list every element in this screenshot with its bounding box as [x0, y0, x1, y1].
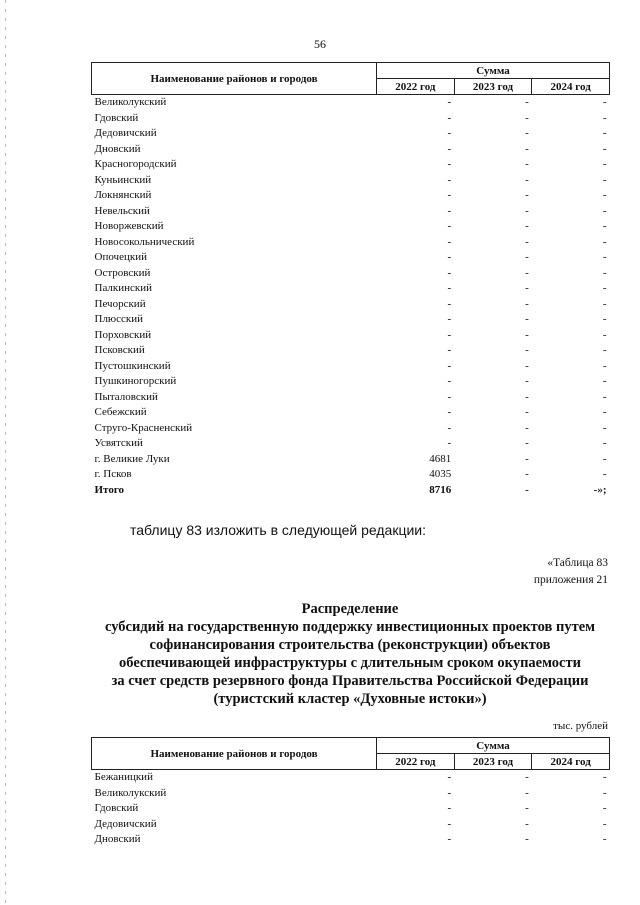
amount-cell: - [602, 375, 607, 387]
amount-cell: - [525, 802, 529, 814]
amount-cell: 4035 [429, 468, 452, 480]
district-name: Струго-Красненский [94, 421, 193, 434]
amount-cell: - [602, 313, 607, 325]
amount-cell: - [525, 344, 529, 356]
amount-cell: - [447, 220, 452, 232]
amount-cell: - [447, 204, 452, 217]
amount-cell: - [602, 468, 607, 480]
amount-cell: - [525, 127, 529, 139]
table-row [92, 173, 610, 189]
amount-cell: - [602, 189, 607, 201]
amount-cell: - [525, 220, 529, 232]
amount-cell: - [602, 142, 607, 155]
column-header-year: 2022 год [377, 79, 455, 95]
district-name: Дновский [94, 833, 141, 845]
amount-cell: - [602, 127, 607, 139]
table-reference-line: приложения 21 [533, 574, 608, 586]
table-row [92, 817, 610, 833]
table-row [92, 390, 610, 406]
total-row [92, 483, 610, 499]
amount-cell: - [525, 142, 529, 155]
column-header-year: 2024 год [532, 754, 610, 770]
amount-cell: - [525, 282, 529, 294]
amount-cell: - [525, 328, 529, 341]
district-name: г. Великие Луки [94, 452, 170, 465]
amount-cell: - [447, 817, 452, 830]
table-row [92, 801, 610, 817]
amount-cell: - [525, 297, 529, 310]
amount-cell: - [602, 771, 607, 783]
table-row [92, 297, 610, 313]
amount-cell: - [602, 158, 607, 170]
amount-cell: - [447, 173, 452, 186]
amount-cell: - [525, 833, 529, 845]
column-header-year: 2024 год [532, 79, 610, 95]
amount-cell: - [602, 437, 607, 449]
district-name: Красногородский [94, 158, 177, 170]
district-name: Пушкиногорский [94, 375, 177, 387]
amount-cell: 8716 [429, 483, 452, 496]
district-name: Новоржевский [94, 220, 164, 232]
amount-cell: - [602, 817, 607, 830]
column-header-sum: Сумма [377, 63, 610, 79]
table-row [92, 343, 610, 359]
amount-cell: - [525, 173, 529, 186]
amount-cell: - [602, 251, 607, 263]
amount-cell: - [447, 375, 452, 387]
amount-cell: - [447, 390, 452, 403]
amount-cell: - [447, 111, 452, 124]
table-row [92, 770, 610, 786]
district-name: Порховский [94, 328, 152, 341]
amount-cell: - [525, 266, 529, 279]
table-row [92, 421, 610, 437]
table-reference [534, 555, 608, 589]
title-line: Распределение [301, 601, 399, 617]
table-row [92, 142, 610, 158]
district-name: Островский [94, 266, 151, 279]
table-row [92, 374, 610, 390]
amount-cell: - [447, 406, 452, 418]
amount-cell: - [447, 833, 452, 845]
table-row [92, 328, 610, 344]
amount-cell: - [525, 421, 529, 434]
amount-cell: - [602, 421, 607, 434]
allocation-table-2 [91, 737, 610, 848]
amount-cell: - [447, 359, 452, 372]
district-name: Пустошкинский [94, 359, 171, 372]
table-row [92, 312, 610, 328]
amount-cell: - [602, 390, 607, 403]
table-row [92, 250, 610, 266]
table-row [92, 786, 610, 802]
table-row [92, 219, 610, 235]
table-row [92, 359, 610, 375]
title-line: за счет средств резервного фонда Правительства Российской Федерации [111, 673, 589, 689]
district-name: Локнянский [94, 189, 152, 201]
amount-cell: - [447, 313, 452, 325]
district-name: Усвятский [94, 437, 143, 449]
amount-cell: - [602, 452, 607, 465]
district-name: Дедовичский [94, 127, 157, 139]
amount-cell: - [525, 111, 529, 124]
district-name: Опочецкий [94, 251, 147, 263]
table-row [92, 188, 610, 204]
table-row [92, 235, 610, 251]
district-name: Палкинский [94, 282, 153, 294]
amount-cell: - [525, 158, 529, 170]
district-name: Невельский [94, 204, 150, 217]
district-name: Печорский [94, 297, 146, 310]
amount-cell: - [525, 204, 529, 217]
amount-cell: - [525, 359, 529, 372]
amount-cell: - [602, 204, 607, 217]
instruction-text: таблицу 83 изложить в следующей редакции: [130, 522, 427, 538]
table-row [92, 157, 610, 173]
table-row [92, 266, 610, 282]
title-line: обеспечивающей инфраструктуры с длительным сроком окупаемости [119, 655, 581, 671]
district-name: Великолукский [94, 786, 167, 799]
amount-cell: - [602, 282, 607, 294]
amount-cell: - [447, 189, 452, 201]
column-header-name: Наименование районов и городов [92, 738, 377, 770]
column-header-name: Наименование районов и городов [92, 63, 377, 95]
table-reference-line: «Таблица 83 [547, 557, 608, 569]
amount-cell: - [447, 282, 452, 294]
column-header-sum: Сумма [377, 738, 610, 754]
amount-cell: - [525, 786, 529, 799]
amount-cell: - [602, 802, 607, 814]
amount-cell: - [447, 251, 452, 263]
amount-cell: - [525, 406, 529, 418]
amount-cell: - [447, 142, 452, 155]
amount-cell: - [447, 297, 452, 310]
table-row [92, 467, 610, 483]
amount-cell: - [447, 127, 452, 139]
amount-cell: - [447, 437, 452, 449]
amount-cell: - [525, 251, 529, 263]
amount-cell: - [447, 786, 452, 799]
district-name: г. Псков [94, 468, 132, 480]
amount-cell: - [447, 771, 452, 783]
amount-cell: - [525, 483, 529, 496]
amount-cell: - [447, 421, 452, 434]
amount-cell: - [525, 235, 529, 248]
amount-cell: 4681 [429, 452, 452, 465]
amount-cell: - [525, 313, 529, 325]
amount-cell: - [602, 235, 607, 248]
district-name: Дедовичский [94, 817, 157, 830]
amount-cell: - [525, 375, 529, 387]
amount-cell: - [525, 437, 529, 449]
district-name: Гдовский [94, 802, 139, 814]
amount-cell: - [602, 111, 607, 124]
amount-cell: - [602, 297, 607, 310]
amount-cell: - [602, 786, 607, 799]
amount-cell: - [447, 328, 452, 341]
amount-cell: - [602, 328, 607, 341]
district-name: Плюсский [94, 313, 144, 325]
table-row [92, 126, 610, 142]
district-name: Итого [94, 483, 125, 496]
amount-cell: - [447, 235, 452, 248]
amount-cell: - [602, 173, 607, 186]
district-name: Дновский [94, 142, 141, 155]
amount-cell: - [525, 96, 529, 108]
table-row [92, 95, 610, 111]
column-header-year: 2023 год [454, 754, 532, 770]
district-name: Великолукский [94, 96, 167, 108]
amount-cell: - [602, 833, 607, 845]
amount-cell: - [602, 359, 607, 372]
page-number: 56 [314, 37, 326, 51]
district-name: Гдовский [94, 111, 139, 124]
district-name: Пыталовский [94, 390, 158, 403]
title-line: (туристский кластер «Духовные истоки») [213, 691, 487, 707]
amount-cell: - [525, 452, 529, 465]
amount-cell: - [525, 817, 529, 830]
amount-cell: - [447, 158, 452, 170]
amount-cell: - [525, 771, 529, 783]
district-name: Псковский [94, 344, 145, 356]
district-name: Себежский [94, 406, 147, 418]
amount-cell: - [447, 802, 452, 814]
amount-cell: - [447, 344, 452, 356]
units-label: тыс. рублей [553, 720, 608, 732]
table-row [92, 452, 610, 468]
amount-cell: - [602, 344, 607, 356]
page-edge [5, 0, 6, 905]
amount-cell: - [447, 266, 452, 279]
table-row [92, 436, 610, 452]
amount-cell: - [525, 189, 529, 201]
amount-cell: - [525, 468, 529, 480]
column-header-year: 2023 год [454, 79, 532, 95]
district-name: Новосокольнический [94, 235, 195, 248]
amount-cell: - [602, 96, 607, 108]
title-line: субсидий на государственную поддержку инвестиционных проектов путем [104, 619, 596, 635]
title-line: софинансирования строительства (реконструкции) объектов [149, 637, 551, 653]
amount-cell: - [602, 220, 607, 232]
amount-cell: -»; [593, 483, 607, 496]
district-name: Бежаницкий [94, 771, 153, 783]
table-row [92, 281, 610, 297]
amount-cell: - [602, 266, 607, 279]
column-header-year: 2022 год [377, 754, 455, 770]
amount-cell: - [525, 390, 529, 403]
table-row [92, 832, 610, 848]
table-row [92, 405, 610, 421]
amount-cell: - [447, 96, 452, 108]
district-name: Куньинский [94, 173, 152, 186]
table-row [92, 111, 610, 127]
document-title [80, 600, 620, 708]
amount-cell: - [602, 406, 607, 418]
table-row [92, 204, 610, 220]
allocation-table-1 [91, 62, 610, 498]
